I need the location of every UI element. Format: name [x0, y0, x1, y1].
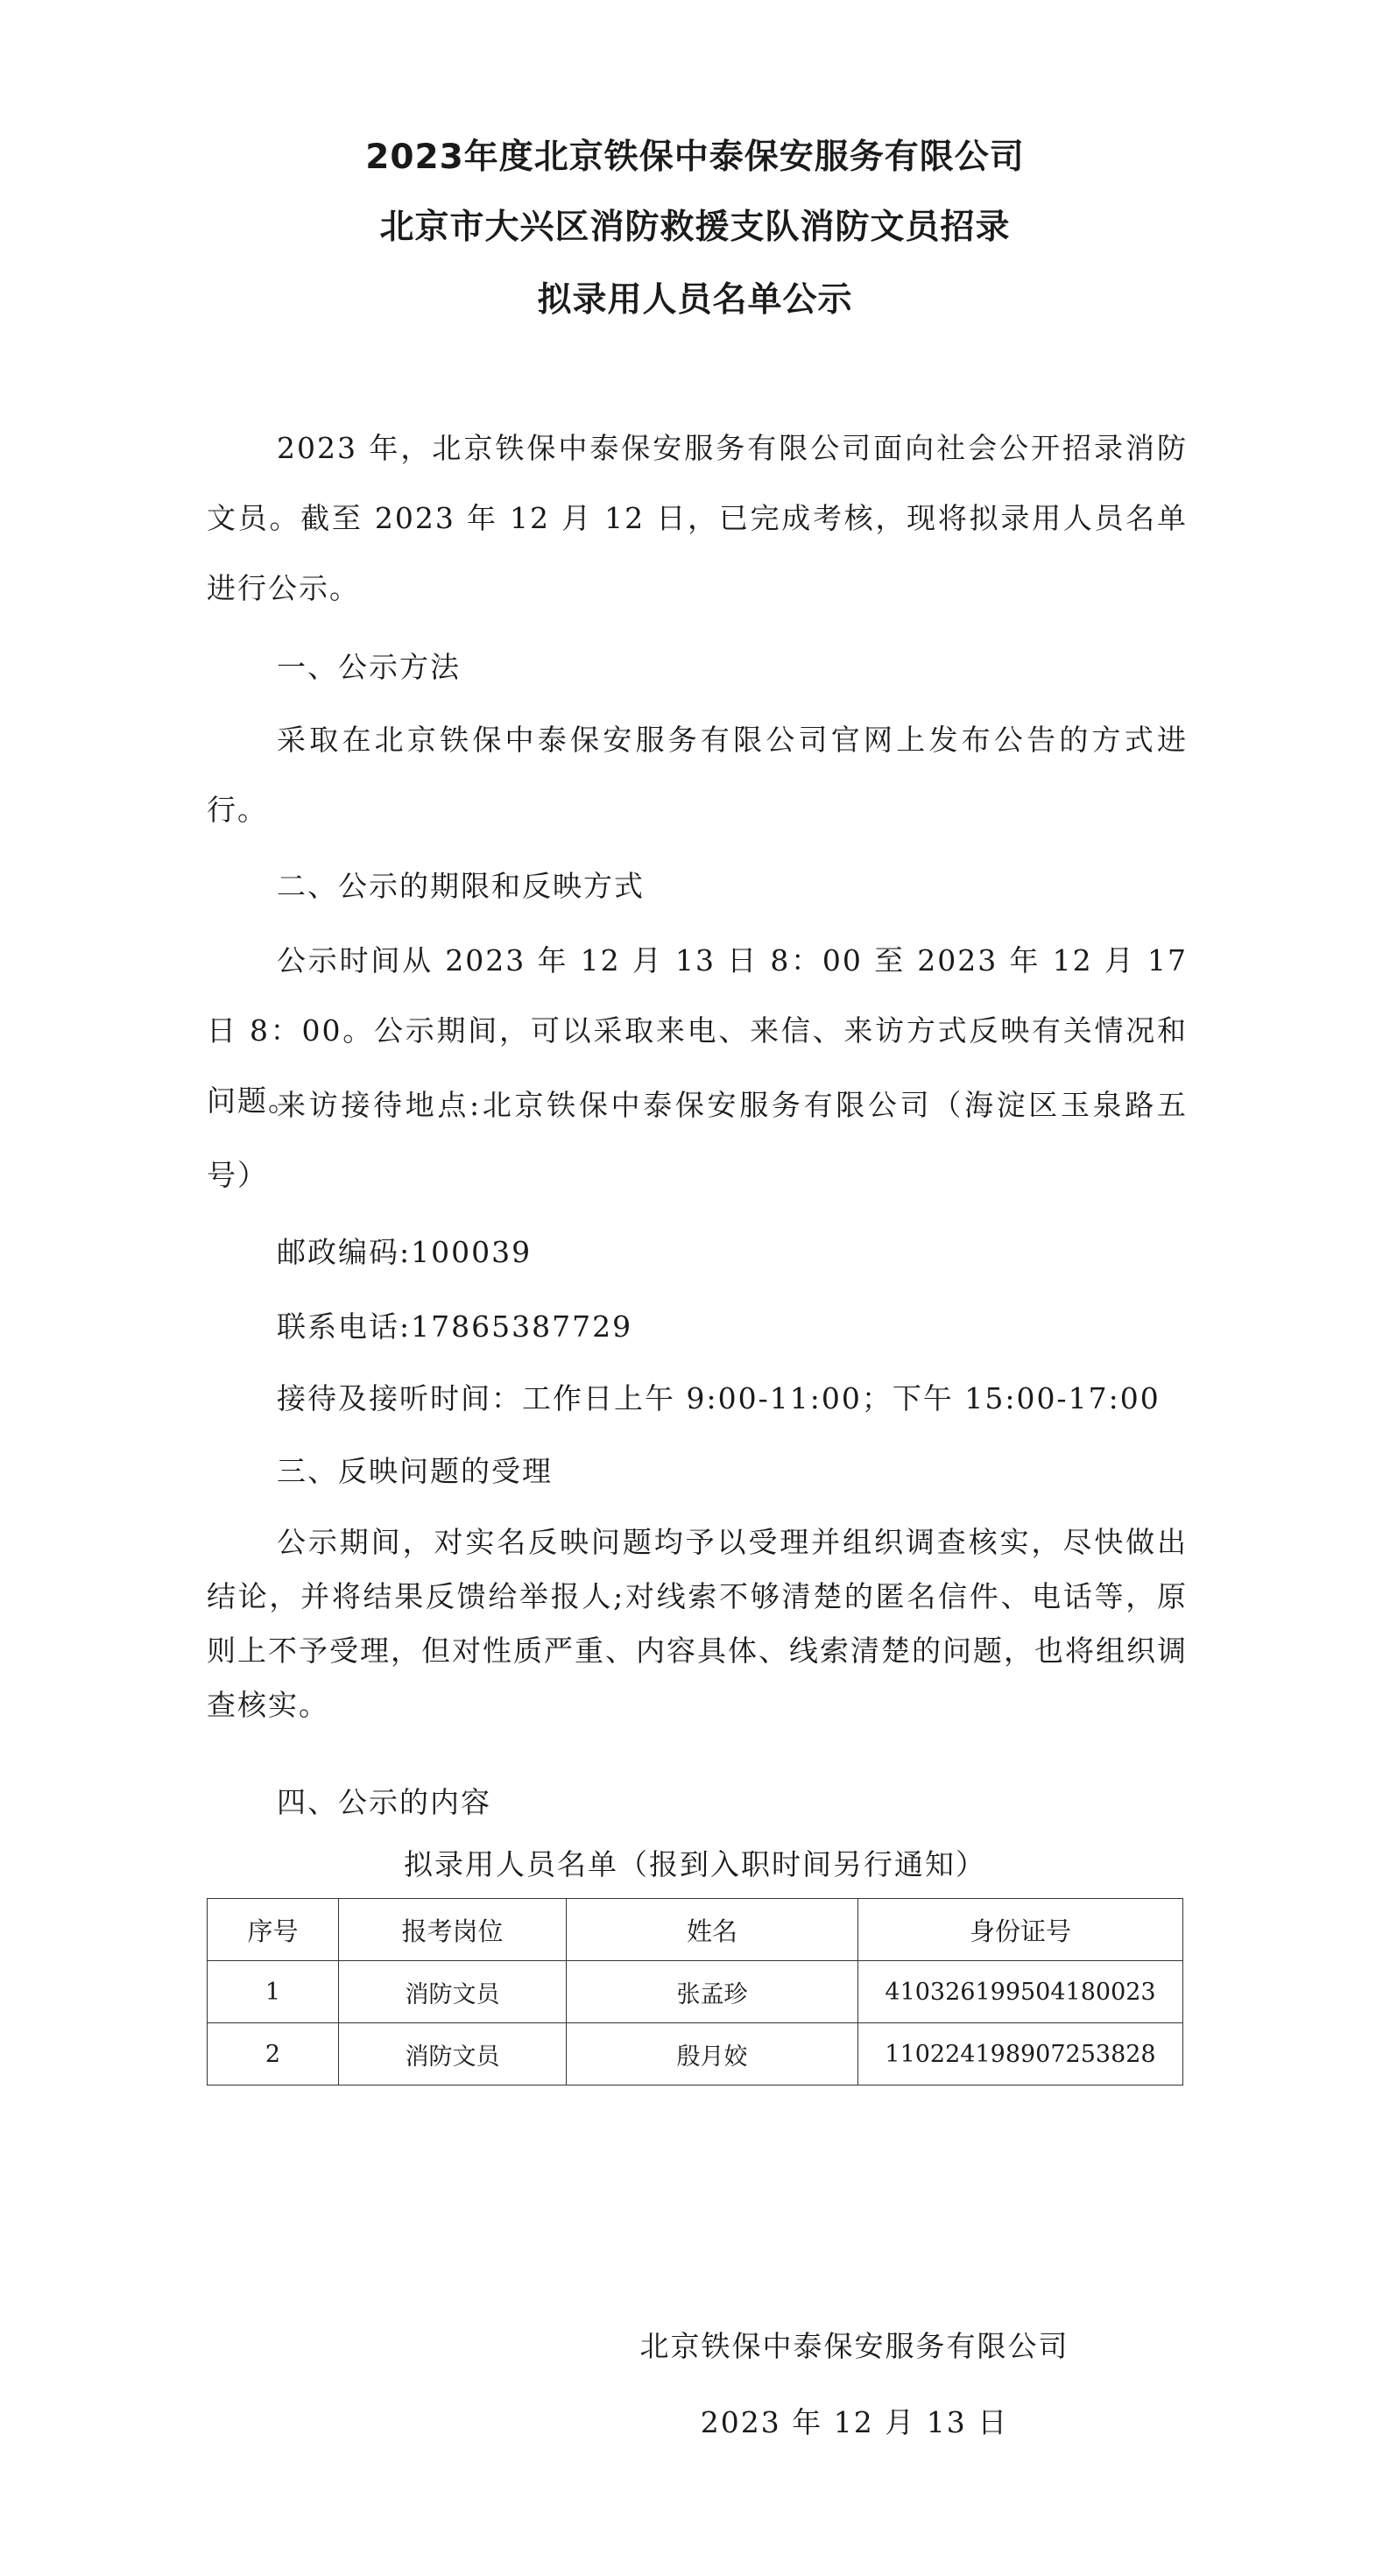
postal-code: 邮政编码:100039 [277, 1235, 533, 1269]
cell-name: 张孟珍 [567, 1961, 858, 2023]
section-2-text: 公示时间从 2023 年 12 月 13 日 8：00 至 2023 年 12 月 17 日 8：00。公示期间，可以采取来电、来信、来访方式反映有关情况和问题。 [207, 943, 1188, 1118]
section-2-heading: 二、公示的期限和反映方式 [277, 869, 645, 903]
signature-organization: 北京铁保中泰保安服务有限公司 [639, 2329, 1069, 2363]
section-4-heading: 四、公示的内容 [277, 1785, 491, 1819]
intro-paragraph: 2023 年，北京铁保中泰保安服务有限公司面向社会公开招录消防文员。截至 2023 年 12 月 12 日，已完成考核，现将拟录用人员名单进行公示。 [207, 431, 1188, 605]
cell-id-number: 410326199504180023 [858, 1961, 1183, 2023]
header-serial-number: 序号 [208, 1899, 339, 1961]
notice-title-line-2: 北京市大兴区消防救援支队消防文员招录 [379, 208, 1011, 247]
header-id-number: 身份证号 [858, 1899, 1183, 1961]
section-3-heading: 三、反映问题的受理 [277, 1454, 553, 1488]
header-position: 报考岗位 [339, 1899, 567, 1961]
cell-position: 消防文员 [339, 1961, 567, 2023]
cell-id-number: 110224198907253828 [858, 2023, 1183, 2086]
table-caption: 拟录用人员名单（报到入职时间另行通知） [404, 1847, 986, 1881]
visit-address: 来访接待地点:北京铁保中泰保安服务有限公司（海淀区玉泉路五号） [207, 1088, 1188, 1192]
table-header-row [208, 1899, 1183, 1961]
cell-position: 消防文员 [339, 2023, 567, 2086]
notice-title-line-1: 2023年度北京铁保中泰保安服务有限公司 [365, 138, 1025, 177]
contact-phone: 联系电话:17865387729 [277, 1309, 633, 1344]
table-row [208, 1961, 1183, 2023]
section-1-text: 采取在北京铁保中泰保安服务有限公司官网上发布公告的方式进行。 [207, 723, 1188, 827]
cell-serial-number: 2 [208, 2023, 339, 2086]
header-name: 姓名 [567, 1899, 858, 1961]
reception-hours: 接待及接听时间：工作日上午 9:00-11:00；下午 15:00-17:00 [277, 1381, 1161, 1415]
notice-title-line-3: 拟录用人员名单公示 [537, 280, 853, 320]
table-row [208, 2023, 1183, 2086]
signature-date: 2023 年 12 月 13 日 [700, 2405, 1009, 2439]
cell-name: 殷月姣 [567, 2023, 858, 2086]
section-3-text: 公示期间，对实名反映问题均予以受理并组织调查核实，尽快做出结论，并将结果反馈给举报人;对线索不够清楚的匿名信件、电话等，原则上不予受理，但对性质严重、内容具体、线索清楚的问题，也将组织调查核实。 [207, 1525, 1188, 1722]
hired-personnel-table [207, 1898, 1183, 2086]
cell-serial-number: 1 [208, 1961, 339, 2023]
section-1-heading: 一、公示方法 [277, 650, 461, 684]
